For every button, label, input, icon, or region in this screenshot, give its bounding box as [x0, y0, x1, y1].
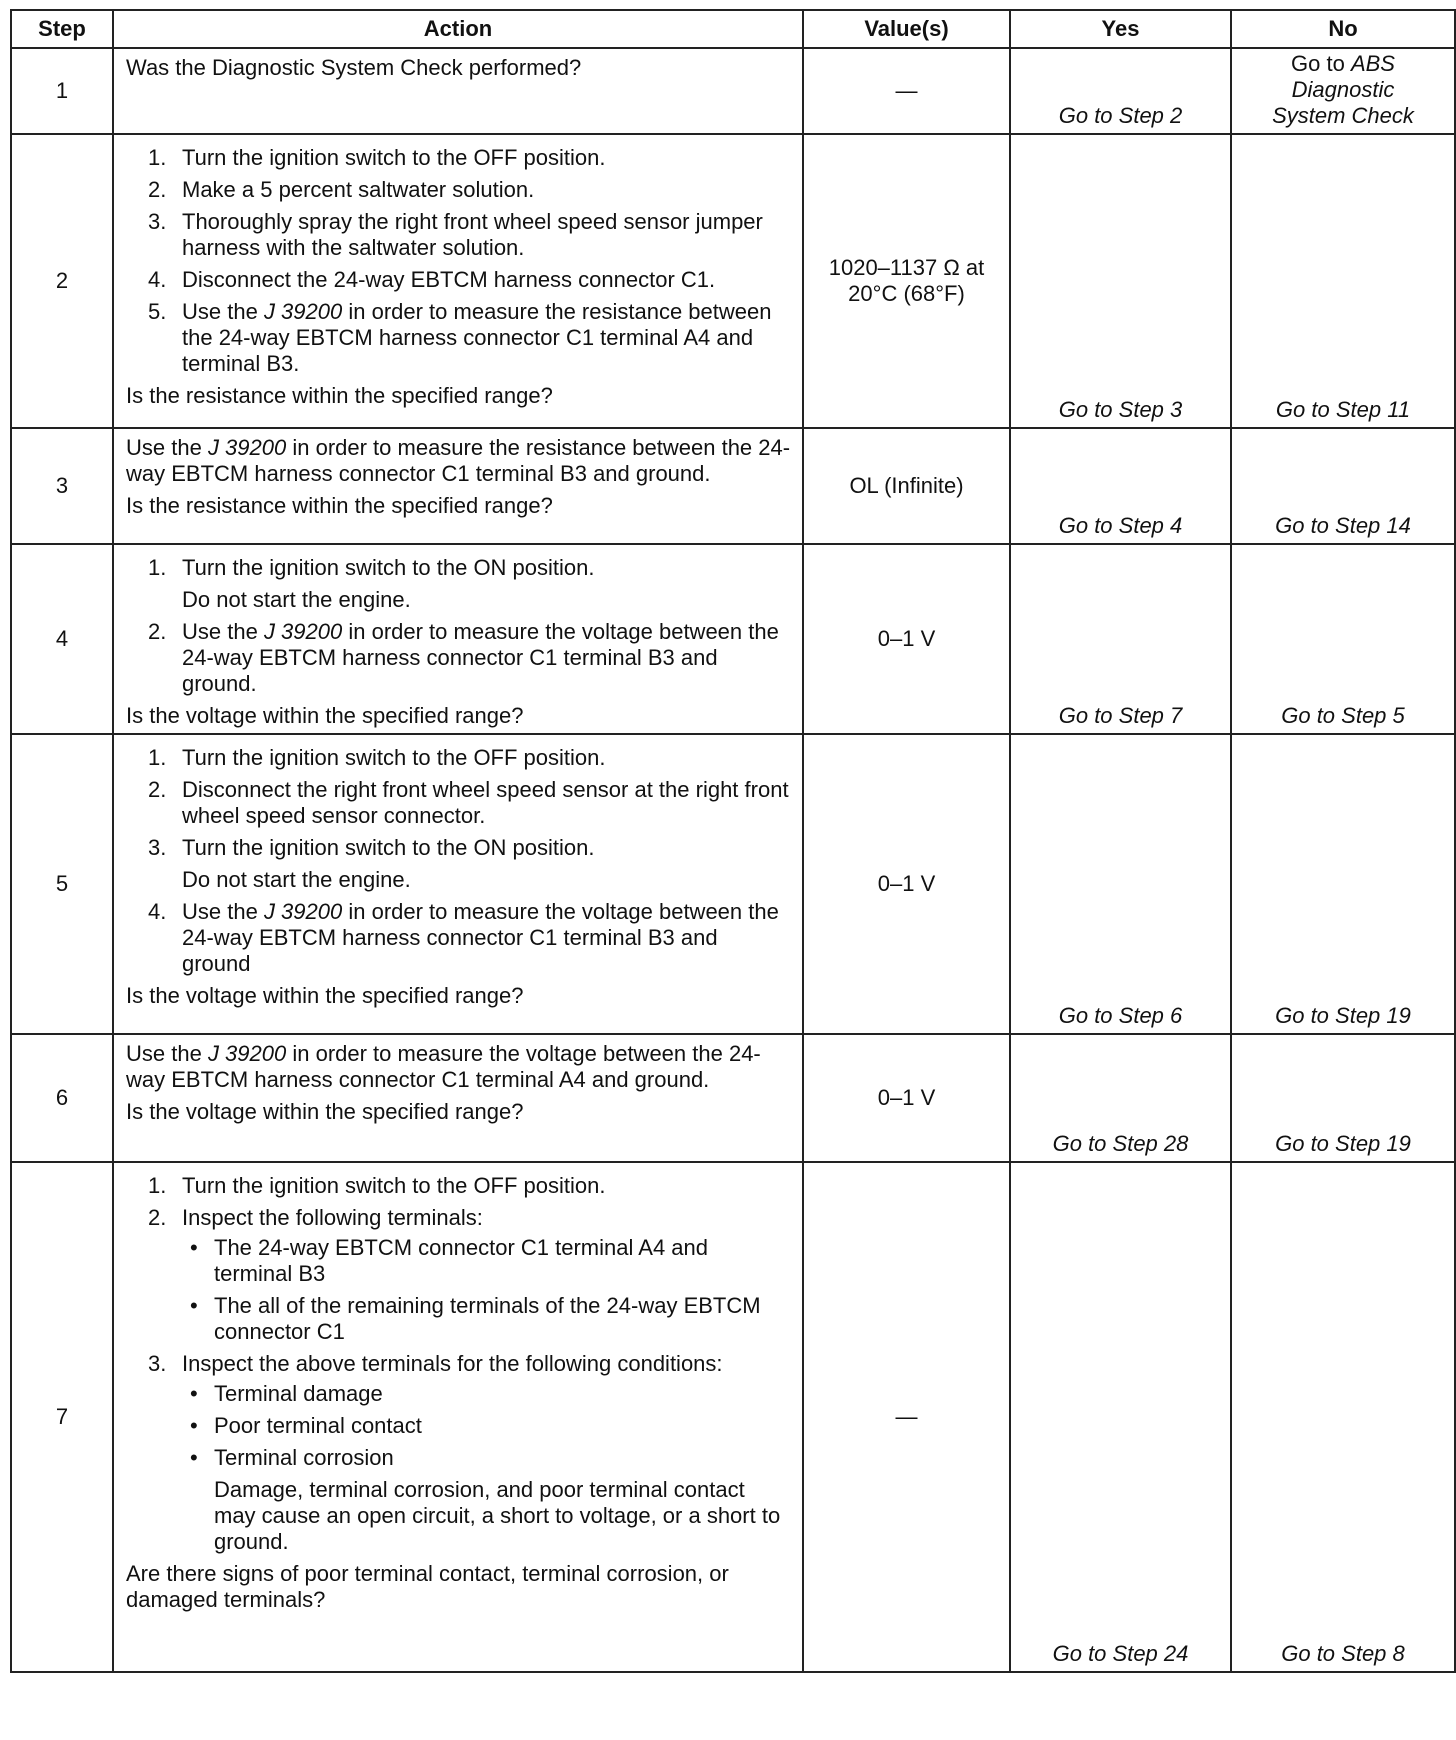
instruction-item [126, 299, 792, 377]
bullet-item [182, 1413, 792, 1439]
item-number: 2. [148, 177, 167, 202]
instruction-item [126, 1173, 792, 1199]
item-text: Inspect the following terminals: [182, 1205, 483, 1230]
no-link[interactable]: Go to Step 19 [1231, 734, 1455, 1034]
item-text: Make a 5 percent saltwater solution. [182, 177, 535, 202]
tool-reference: J 39200 [263, 899, 343, 924]
table-row-step-7 [11, 1162, 1455, 1672]
bullet-text: Terminal corrosion [214, 1445, 394, 1470]
table-row-step-1 [11, 48, 1455, 134]
tool-reference: J 39200 [207, 1041, 287, 1066]
question-text: Is the resistance within the specified range? [126, 493, 553, 518]
value-cell: — [803, 48, 1010, 134]
yes-link[interactable]: Go to Step 24 [1010, 1162, 1231, 1672]
bullet-icon: • [190, 1235, 198, 1260]
header-yes: Yes [1010, 10, 1231, 48]
step-number: 2 [11, 134, 113, 428]
item-text: Turn the ignition switch to the OFF position. [182, 745, 606, 770]
table-row-step-3 [11, 428, 1455, 544]
item-number: 2. [148, 1205, 167, 1230]
header-value: Value(s) [803, 10, 1010, 48]
question-text: Is the voltage within the specified range? [126, 703, 524, 728]
yes-link[interactable]: Go to Step 2 [1010, 48, 1231, 134]
bullet-item [182, 1293, 792, 1345]
action-cell [113, 1034, 803, 1162]
item-text: Thoroughly spray the right front wheel speed sensor jumper harness with the saltwater solution. [182, 209, 763, 260]
table-header-row [11, 10, 1455, 48]
no-link[interactable]: Go to Step 8 [1231, 1162, 1455, 1672]
value-cell: — [803, 1162, 1010, 1672]
tool-reference: J 39200 [263, 619, 343, 644]
item-text-post: in order to measure the resistance between the 24-way EBTCM harness connector C1 terminal A4 and terminal B3. [182, 299, 772, 376]
item-text: Turn the ignition switch to the OFF position. [182, 1173, 606, 1198]
yes-link[interactable]: Go to Step 6 [1010, 734, 1231, 1034]
item-number: 1. [148, 145, 167, 170]
yes-link[interactable]: Go to Step 3 [1010, 134, 1231, 428]
table-row-step-5 [11, 734, 1455, 1034]
bullet-text: The all of the remaining terminals of the 24-way EBTCM connector C1 [214, 1293, 761, 1344]
instruction-list [126, 1173, 792, 1555]
step-number: 4 [11, 544, 113, 734]
instruction-item [126, 1351, 792, 1555]
instruction-item [126, 777, 792, 829]
item-number: 2. [148, 619, 167, 644]
value-cell: 1020–1137 Ω at 20°C (68°F) [803, 134, 1010, 428]
item-number: 1. [148, 745, 167, 770]
yes-link[interactable]: Go to Step 7 [1010, 544, 1231, 734]
item-subtext: Do not start the engine. [182, 587, 411, 612]
item-number: 1. [148, 555, 167, 580]
item-number: 3. [148, 209, 167, 234]
no-link[interactable]: Go to Step 14 [1231, 428, 1455, 544]
diagnostic-table [10, 9, 1456, 1673]
instruction-item [126, 145, 792, 171]
instruction-item [126, 177, 792, 203]
action-cell [113, 734, 803, 1034]
yes-link[interactable]: Go to Step 4 [1010, 428, 1231, 544]
step-number: 7 [11, 1162, 113, 1672]
question-text: Is the voltage within the specified range? [126, 983, 524, 1008]
item-number: 4. [148, 899, 167, 924]
tool-reference: J 39200 [263, 299, 343, 324]
table-row-step-6 [11, 1034, 1455, 1162]
item-number: 2. [148, 777, 167, 802]
item-number: 3. [148, 1351, 167, 1376]
item-text: Disconnect the 24-way EBTCM harness connector C1. [182, 267, 716, 292]
item-text-pre: Use the [182, 899, 264, 924]
step-number: 6 [11, 1034, 113, 1162]
item-text-post: in order to measure the voltage between the 24-way EBTCM harness connector C1 terminal B3 and ground [182, 899, 779, 976]
bullet-text: The 24-way EBTCM connector C1 terminal A4 and terminal B3 [214, 1235, 709, 1286]
item-text-post: in order to measure the voltage between the 24-way EBTCM harness connector C1 terminal B3 and ground. [182, 619, 779, 696]
item-text: Turn the ignition switch to the ON position. [182, 555, 595, 580]
table-row-step-4 [11, 544, 1455, 734]
item-number: 5. [148, 299, 167, 324]
instruction-list [126, 555, 792, 697]
action-cell [113, 428, 803, 544]
bullet-icon: • [190, 1381, 198, 1406]
instruction-item [126, 209, 792, 261]
bullet-item [182, 1235, 792, 1287]
no-link[interactable]: Go to Step 19 [1231, 1034, 1455, 1162]
table-row-step-2 [11, 134, 1455, 428]
text-post: in order to measure the voltage between the 24-way EBTCM harness connector C1 terminal A4 and ground. [126, 1041, 761, 1092]
action-cell [113, 48, 803, 134]
bullet-item [182, 1381, 792, 1407]
yes-link[interactable]: Go to Step 28 [1010, 1034, 1231, 1162]
text-pre: Use the [126, 1041, 208, 1066]
instruction-list [126, 745, 792, 977]
step-number: 1 [11, 48, 113, 134]
action-cell [113, 1162, 803, 1672]
diagnostic-table-document [10, 9, 1454, 1673]
no-link[interactable]: Go to Step 11 [1231, 134, 1455, 428]
question-text: Is the voltage within the specified range? [126, 1099, 524, 1124]
header-no: No [1231, 10, 1455, 48]
bullet-list [182, 1381, 792, 1471]
item-number: 4. [148, 267, 167, 292]
item-number: 3. [148, 835, 167, 860]
value-cell: 0–1 V [803, 1034, 1010, 1162]
no-link[interactable]: Go to Step 5 [1231, 544, 1455, 734]
instruction-item [126, 267, 792, 293]
step-number: 5 [11, 734, 113, 1034]
question-text: Is the resistance within the specified range? [126, 383, 553, 408]
bullet-item [182, 1445, 792, 1471]
header-step: Step [11, 10, 113, 48]
text-post: in order to measure the resistance between the 24-way EBTCM harness connector C1 terminal B3 and ground. [126, 435, 791, 486]
no-link[interactable] [1231, 48, 1455, 134]
instruction-item [126, 1205, 792, 1345]
no-prefix: Go to [1291, 51, 1351, 76]
instruction-list [126, 145, 792, 377]
instruction-text [126, 435, 792, 487]
bullet-list [182, 1235, 792, 1345]
item-text-pre: Use the [182, 619, 264, 644]
step-number: 3 [11, 428, 113, 544]
bullet-icon: • [190, 1293, 198, 1318]
item-text: Disconnect the right front wheel speed sensor at the right front wheel speed sensor connector. [182, 777, 789, 828]
value-cell: 0–1 V [803, 544, 1010, 734]
instruction-item [126, 745, 792, 771]
item-text: Inspect the above terminals for the following conditions: [182, 1351, 723, 1376]
action-cell [113, 544, 803, 734]
instruction-item [126, 835, 792, 893]
instruction-text [126, 1041, 792, 1093]
bullet-icon: • [190, 1445, 198, 1470]
no-ref-3: System Check [1272, 103, 1414, 128]
item-subtext: Do not start the engine. [182, 867, 411, 892]
item-text: Turn the ignition switch to the ON position. [182, 835, 595, 860]
bullet-text: Terminal damage [214, 1381, 383, 1406]
tool-reference: J 39200 [207, 435, 287, 460]
question-text: Are there signs of poor terminal contact, terminal corrosion, or damaged terminals? [126, 1561, 729, 1612]
instruction-item [126, 555, 792, 613]
instruction-item [126, 619, 792, 697]
value-cell: 0–1 V [803, 734, 1010, 1034]
no-ref-1: ABS [1350, 51, 1395, 76]
text-pre: Use the [126, 435, 208, 460]
bullet-icon: • [190, 1413, 198, 1438]
item-number: 1. [148, 1173, 167, 1198]
value-cell: OL (Infinite) [803, 428, 1010, 544]
item-text-pre: Use the [182, 299, 264, 324]
question-text: Was the Diagnostic System Check performed? [126, 55, 582, 80]
header-action: Action [113, 10, 803, 48]
bullet-text: Poor terminal contact [214, 1413, 422, 1438]
item-text: Turn the ignition switch to the OFF position. [182, 145, 606, 170]
item-note: Damage, terminal corrosion, and poor terminal contact may cause an open circuit, a short to voltage, or a short to ground. [214, 1477, 781, 1554]
no-ref-2: Diagnostic [1291, 77, 1395, 102]
instruction-item [126, 899, 792, 977]
action-cell [113, 134, 803, 428]
